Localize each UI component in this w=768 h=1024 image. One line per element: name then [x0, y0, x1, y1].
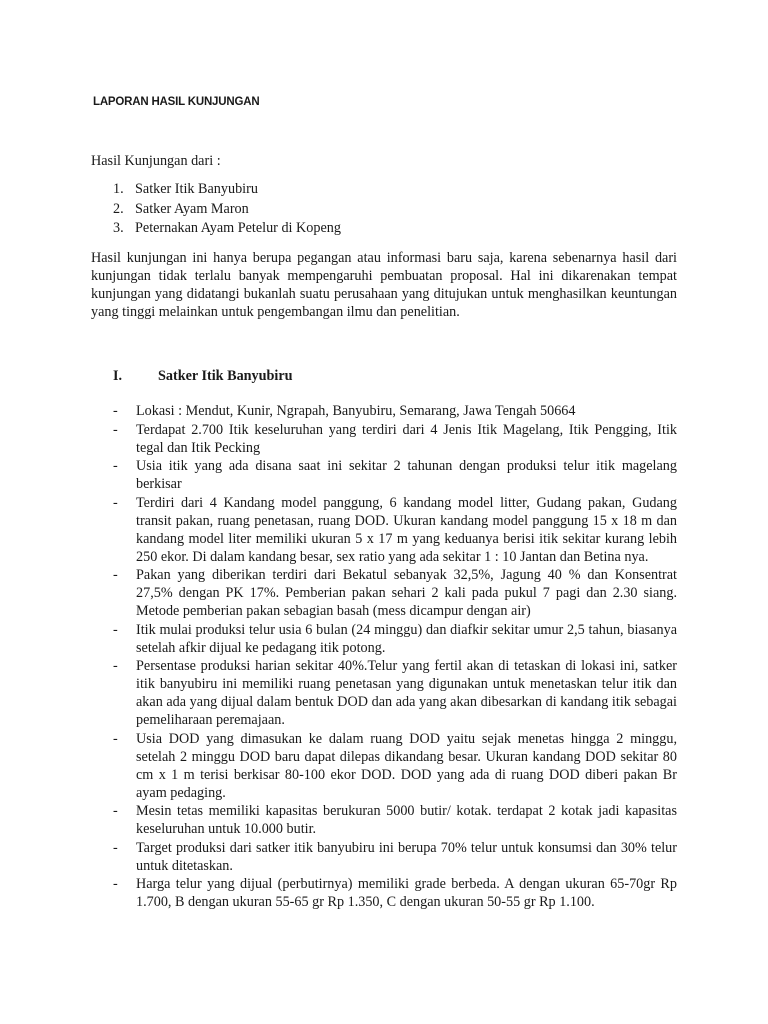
bullet-text: Lokasi : Mendut, Kunir, Ngrapah, Banyubiru, Semarang, Jawa Tengah 50664 — [136, 403, 576, 419]
bullet-marker: - — [113, 658, 118, 674]
visit-number: 3. — [113, 220, 124, 236]
visit-list — [113, 180, 341, 239]
visit-number: 2. — [113, 200, 124, 217]
bullet-item — [113, 494, 677, 566]
bullet-item — [113, 657, 677, 729]
bullet-text: Mesin tetas memiliki kapasitas berukuran 5000 butir/ kotak. terdapat 2 kotak jadi kapasitas keseluruhan untuk 10.000 butir. — [136, 803, 677, 837]
section-title: Satker Itik Banyubiru — [158, 368, 293, 384]
bullet-text: Terdiri dari 4 Kandang model panggung, 6 kandang model litter, Gudang pakan, Gudang transit pakan, ruang penetasan, ruang DOD. Ukuran kandang model panggung 15 x 18 m dan kandang model liter memiliki ukuran 5 x 17 m yang keduanya berisi itik sekitar kurang lebih 250 ekor. Di dalam kandang besar, sex ratio yang ada sekitar 1 : 10 Jantan dan Betina nya. — [136, 494, 677, 565]
bullet-text: Target produksi dari satker itik banyubiru ini berupa 70% telur untuk konsumsi dan 30% telur untuk ditetaskan. — [136, 839, 677, 874]
bullet-item — [113, 566, 677, 620]
bullet-item — [113, 730, 677, 802]
bullet-item — [113, 421, 677, 457]
report-title: LAPORAN HASIL KUNJUNGAN — [93, 96, 260, 108]
visit-item — [113, 200, 341, 220]
visit-item — [113, 219, 341, 239]
visit-item — [113, 180, 341, 200]
bullet-marker: - — [113, 839, 118, 856]
bullet-item — [113, 875, 677, 911]
intro-paragraph: Hasil kunjungan ini hanya berupa pegangan atau informasi baru saja, karena sebenarnya hasil dari kunjungan tidak terlalu banyak mempengaruhi pembuatan proposal. Hal ini dikarenakan tempat kunjungan yang didatangi bukanlah suatu perusahaan yang ditujukan untuk menghasilkan keuntungan yang tinggi melainkan untuk pengembangan ilmu dan penelitian. — [91, 250, 677, 320]
bullet-text: Itik mulai produksi telur usia 6 bulan (24 minggu) dan diafkir sekitar umur 2,5 tahun, biasanya setelah afkir dijual ke pedagang itik potong. — [136, 621, 677, 656]
visit-text: Satker Itik Banyubiru — [135, 181, 258, 197]
bullet-marker: - — [113, 621, 118, 638]
bullet-list — [113, 402, 677, 912]
bullet-text: Terdapat 2.700 Itik keseluruhan yang terdiri dari 4 Jenis Itik Magelang, Itik Pengging, Itik tegal dan Itik Pecking — [136, 421, 677, 456]
bullet-item — [113, 621, 677, 657]
bullet-marker: - — [113, 421, 118, 438]
bullet-text: Harga telur yang dijual (perbutirnya) memiliki grade berbeda. A dengan ukuran 65-70gr Rp 1.700, B dengan ukuran 55-65 gr Rp 1.350, C dengan ukuran 50-55 gr Rp 1.100. — [136, 876, 677, 910]
bullet-marker: - — [113, 403, 118, 419]
bullet-text: Usia itik yang ada disana saat ini sekitar 2 tahunan dengan produksi telur itik magelang berkisar — [136, 458, 677, 492]
bullet-marker: - — [113, 567, 118, 583]
visit-text: Satker Ayam Maron — [135, 200, 249, 217]
bullet-item — [113, 839, 677, 875]
section-number: I. — [113, 368, 123, 384]
bullet-text: Persentase produksi harian sekitar 40%.Telur yang fertil akan di tetaskan di lokasi ini, satker itik banyubiru ini memiliki ruang penetasan yang digunakan untuk menetaskan telur itik dan akan ada yang dijual dalam bentuk DOD dan ada yang akan dibesarkan di kandang itik sebagai pemeliharaan peremajaan. — [136, 658, 677, 728]
bullet-item — [113, 802, 677, 838]
visit-text: Peternakan Ayam Petelur di Kopeng — [135, 220, 341, 236]
bullet-item — [113, 402, 677, 420]
intro-label: Hasil Kunjungan dari : — [91, 153, 221, 169]
bullet-marker: - — [113, 458, 118, 474]
section-heading — [113, 367, 293, 385]
visit-number: 1. — [113, 181, 124, 197]
bullet-marker: - — [113, 876, 118, 892]
bullet-marker: - — [113, 730, 118, 747]
bullet-marker: - — [113, 803, 118, 819]
bullet-text: Pakan yang diberikan terdiri dari Bekatul sebanyak 32,5%, Jagung 40 % dan Konsentrat 27,5% dengan PK 17%. Pemberian pakan sehari 2 kali pada pukul 7 pagi dan 2.30 siang. Metode pemberian pakan sebagian basah (mess dicampur dengan air) — [136, 567, 677, 619]
bullet-text: Usia DOD yang dimasukan ke dalam ruang DOD yaitu sejak menetas hingga 2 minggu, setelah 2 minggu DOD baru dapat dilepas dikandang besar. Ukuran kandang DOD sekitar 80 cm x 1 m terisi berkisar 80-100 ekor DOD. DOD yang ada di ruang DOD diberi pakan Br ayam pedaging. — [136, 730, 677, 801]
bullet-item — [113, 457, 677, 493]
bullet-marker: - — [113, 494, 118, 511]
